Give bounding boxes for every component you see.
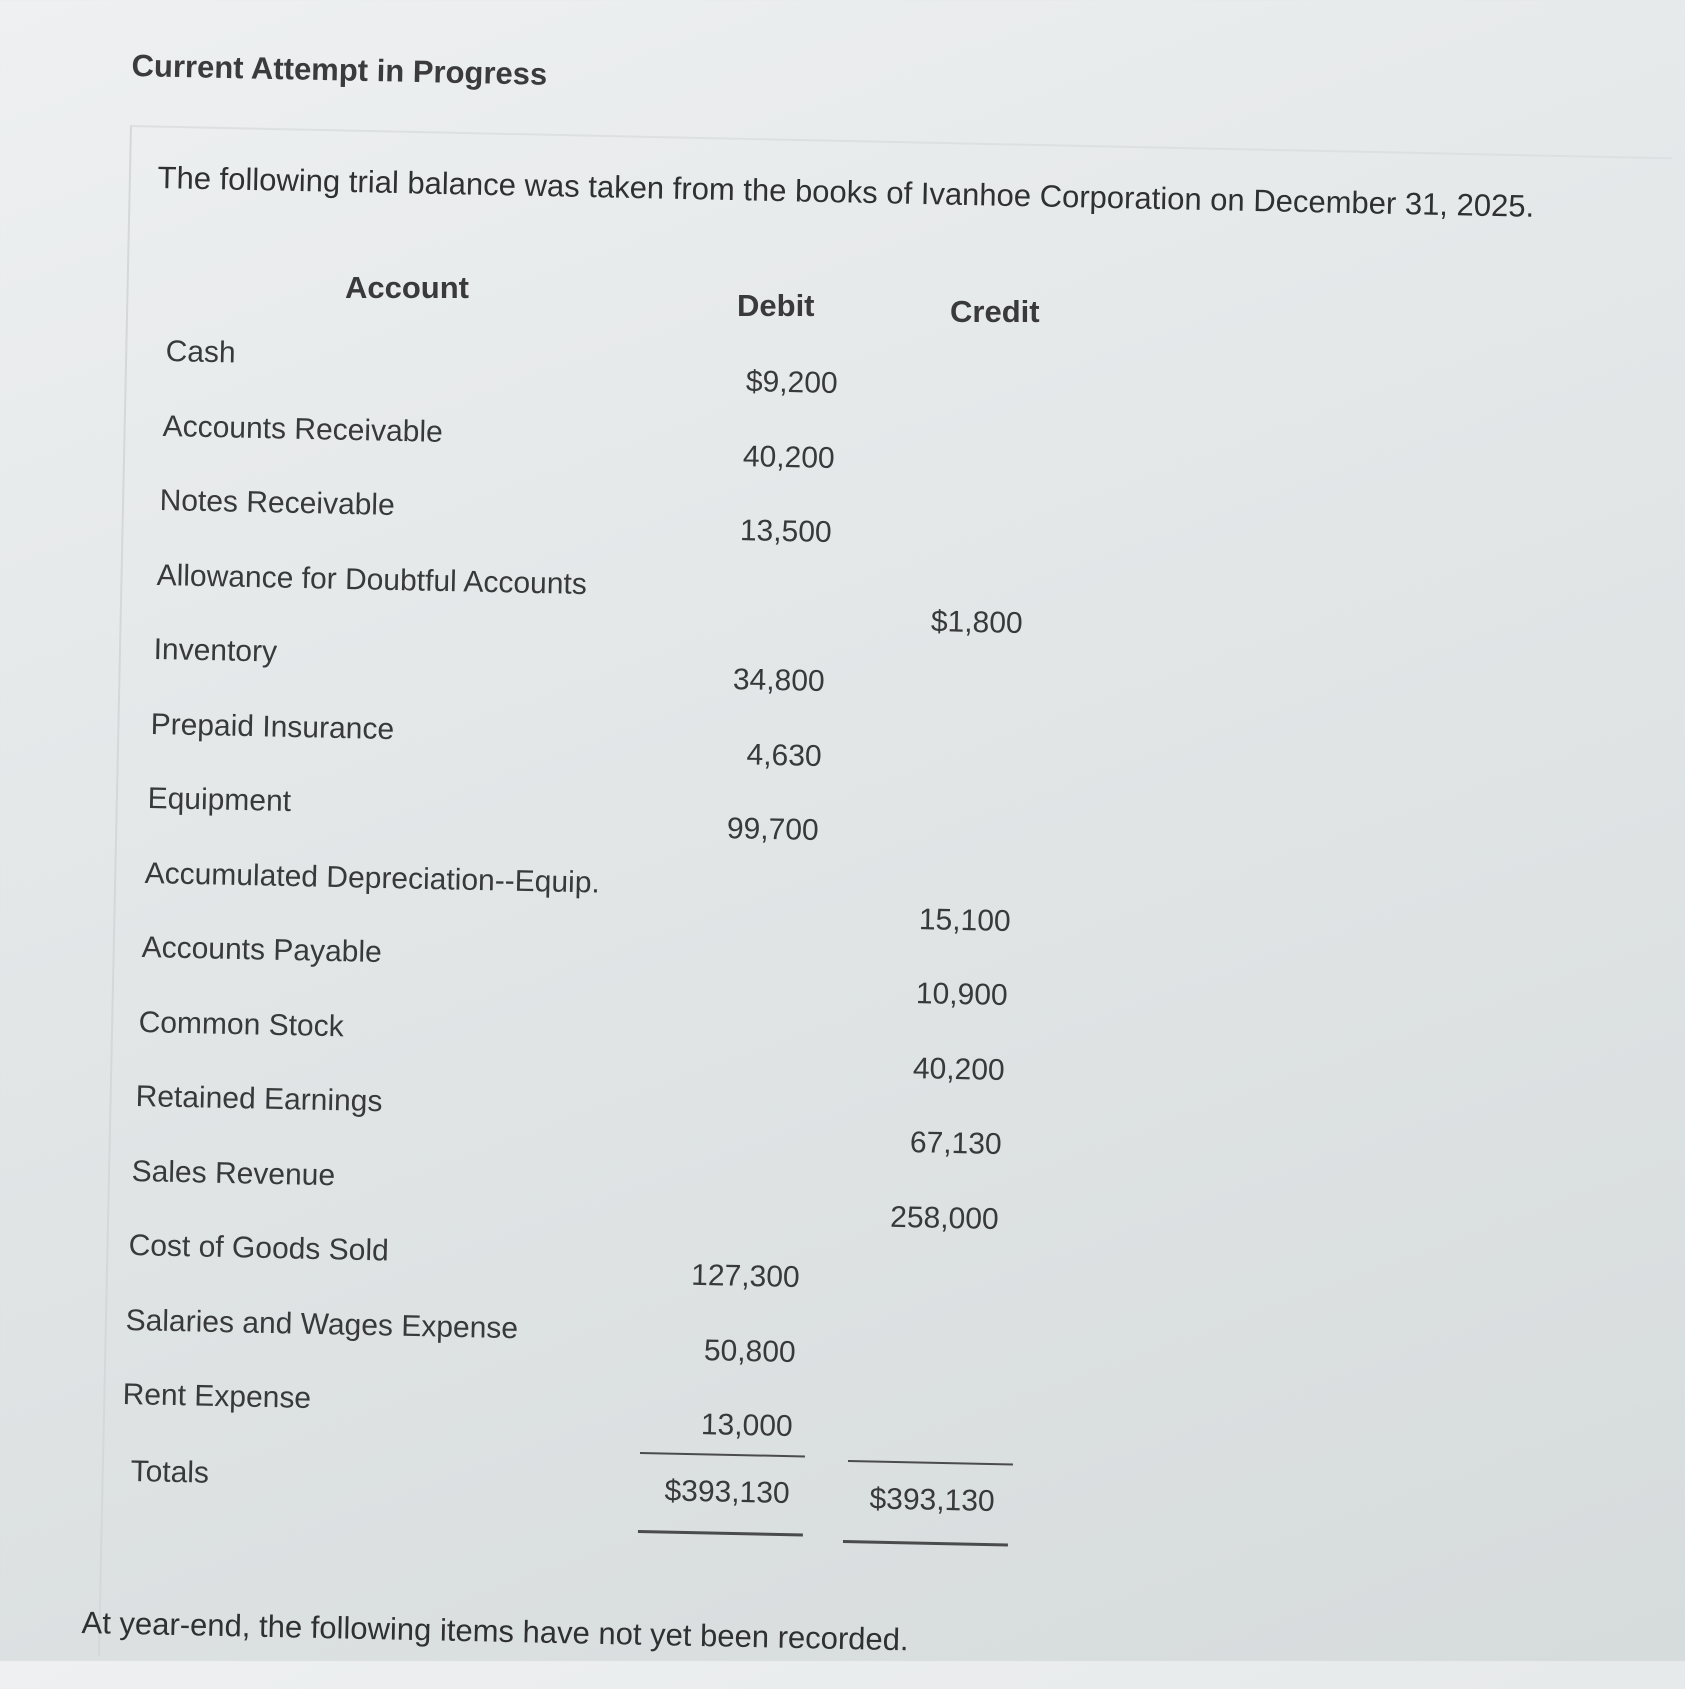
attempt-title: Current Attempt in Progress <box>131 48 548 92</box>
debit-amount <box>626 885 816 889</box>
credit-amount <box>842 379 1032 383</box>
account-name: Accumulated Depreciation--Equip. <box>143 856 600 900</box>
credit-amount <box>836 528 1026 532</box>
account-name: Sales Revenue <box>131 1154 336 1192</box>
column-header-debit: Debit <box>737 288 815 323</box>
debit-amount: 40,200 <box>742 439 835 475</box>
account-name: Accounts Payable <box>140 931 382 970</box>
credit-amount: 67,130 <box>909 1126 1002 1161</box>
problem-intro: The following trial balance was taken from the books of Ivanhoe Corporation on December 31, 2025. <box>157 160 1535 224</box>
account-name: Salaries and Wages Expense <box>125 1303 519 1345</box>
credit-amount: $1,800 <box>930 604 1023 640</box>
account-name: Retained Earnings <box>134 1080 383 1119</box>
total-debit: $393,130 <box>664 1474 790 1510</box>
debit-amount <box>638 587 828 591</box>
debit-amount: 13,000 <box>700 1408 794 1443</box>
debit-sum-rule <box>640 1452 805 1457</box>
credit-amount: 40,200 <box>912 1051 1005 1087</box>
debit-amount <box>613 1183 803 1187</box>
debit-amount <box>616 1108 806 1112</box>
credit-amount: 10,900 <box>915 977 1008 1012</box>
debit-amount: 127,300 <box>690 1258 800 1294</box>
account-name: Inventory <box>153 633 278 669</box>
credit-amount <box>824 826 1014 830</box>
debit-amount: 99,700 <box>726 812 819 847</box>
debit-amount: 13,500 <box>739 514 832 549</box>
account-name: Common Stock <box>137 1005 344 1043</box>
credit-amount <box>800 1422 990 1426</box>
account-name: Cost of Goods Sold <box>128 1229 390 1268</box>
credit-amount <box>839 454 1029 458</box>
account-name: Accounts Receivable <box>162 409 444 449</box>
debit-amount: 34,800 <box>732 663 826 698</box>
debit-amount <box>622 959 812 963</box>
credit-amount <box>827 752 1017 756</box>
account-name: Prepaid Insurance <box>150 707 395 746</box>
column-header-account: Account <box>345 270 469 305</box>
account-name: Rent Expense <box>122 1378 312 1415</box>
credit-total-underline <box>843 1540 1008 1546</box>
credit-amount <box>803 1348 993 1352</box>
debit-amount: 4,630 <box>746 737 822 773</box>
debit-amount: $9,200 <box>745 365 838 400</box>
total-credit: $393,130 <box>869 1482 995 1518</box>
totals-label: Totals <box>130 1455 210 1490</box>
debit-amount <box>619 1034 809 1038</box>
credit-amount <box>806 1273 996 1277</box>
account-name: Notes Receivable <box>159 484 395 522</box>
credit-amount: 15,100 <box>918 902 1011 938</box>
after-table-text: At year-end, the following items have not yet been recorded. <box>81 1605 909 1658</box>
debit-amount: 50,800 <box>703 1333 797 1369</box>
credit-amount <box>830 677 1020 681</box>
account-name: Equipment <box>146 782 292 818</box>
account-name: Cash <box>165 335 237 370</box>
credit-amount: 258,000 <box>889 1200 999 1236</box>
credit-sum-rule <box>848 1460 1013 1465</box>
account-name: Allowance for Doubtful Accounts <box>156 558 587 601</box>
column-header-credit: Credit <box>950 294 1040 329</box>
debit-total-underline <box>638 1530 803 1536</box>
